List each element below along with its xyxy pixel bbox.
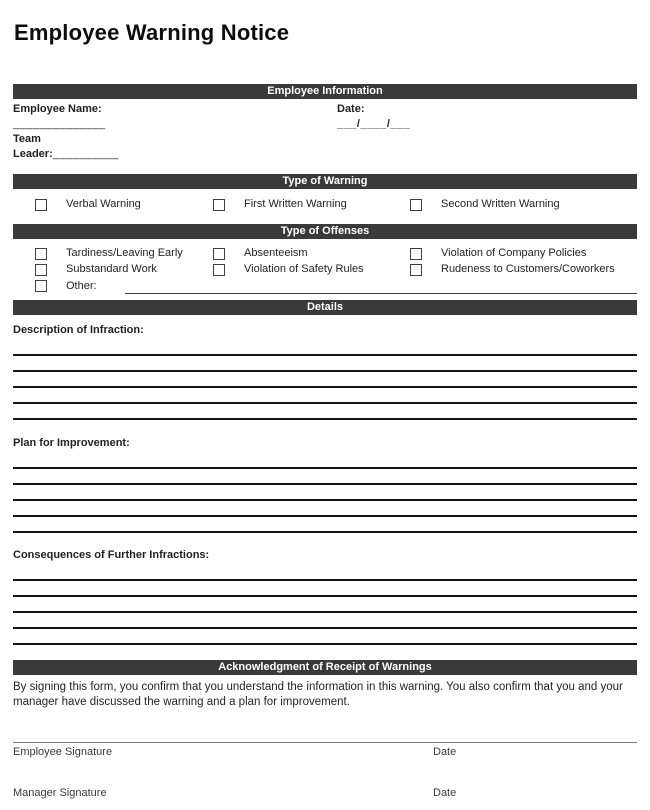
description-write-line[interactable] (13, 418, 637, 420)
checkbox-violation-company-policies[interactable] (410, 248, 422, 260)
warning-option-label: Second Written Warning (441, 198, 560, 210)
team-leader-row (13, 147, 337, 162)
plan-write-line[interactable] (13, 531, 637, 533)
page-title: Employee Warning Notice (14, 20, 290, 45)
checkbox-second-written-warning[interactable] (410, 199, 422, 211)
description-of-infraction-label: Description of Infraction: (13, 324, 144, 336)
plan-write-line[interactable] (13, 515, 637, 517)
plan-for-improvement-label: Plan for Improvement: (13, 437, 130, 449)
checkbox-tardiness-leaving-early[interactable] (35, 248, 47, 260)
date-label: Date: (337, 103, 365, 115)
employee-info-section (13, 99, 637, 162)
checkbox-absenteeism[interactable] (213, 248, 225, 260)
checkbox-substandard-work[interactable] (35, 264, 47, 276)
offense-options (13, 246, 637, 277)
offense-option-label: Substandard Work (66, 263, 157, 275)
section-header-employee-information: Employee Information (13, 84, 637, 99)
offense-option-label: Violation of Safety Rules (244, 263, 364, 275)
offense-option-label: Absenteeism (244, 247, 308, 259)
offense-option-tardiness (35, 246, 213, 261)
team-leader-label-line2: Leader: (13, 148, 53, 160)
description-write-line[interactable] (13, 354, 637, 356)
offense-option-safety-rules (213, 262, 410, 277)
warning-option-label: Verbal Warning (66, 198, 141, 210)
plan-write-line[interactable] (13, 483, 637, 485)
offense-option-absenteeism (213, 246, 410, 261)
consequences-write-line[interactable] (13, 595, 637, 597)
description-write-line[interactable] (13, 402, 637, 404)
employee-signature-row (13, 743, 637, 759)
warning-options (13, 197, 637, 212)
consequences-write-line[interactable] (13, 643, 637, 645)
acknowledgment-text: By signing this form, you confirm that you understand the information in this warning. You also confirm that you and your manager have discussed the warning and a plan for improvement. (13, 681, 623, 708)
section-header-type-of-warning: Type of Warning (13, 174, 637, 189)
team-leader-blank[interactable]: __________ (52, 148, 119, 160)
plan-write-line[interactable] (13, 467, 637, 469)
plan-write-line[interactable] (13, 499, 637, 501)
offense-option-rudeness (410, 262, 637, 277)
manager-signature-label: Manager Signature (13, 787, 107, 799)
section-header-type-of-offenses: Type of Offenses (13, 224, 637, 239)
other-fill-line[interactable] (125, 280, 637, 294)
offense-option-label: Rudeness to Customers/Coworkers (441, 263, 615, 275)
consequences-write-line[interactable] (13, 627, 637, 629)
offense-option-other (13, 279, 637, 294)
team-leader-label-line1: Team (13, 133, 41, 145)
checkbox-other[interactable] (35, 280, 47, 292)
section-header-acknowledgment: Acknowledgment of Receipt of Warnings (13, 660, 637, 675)
manager-signature-date-label: Date (433, 787, 457, 799)
checkbox-verbal-warning[interactable] (35, 199, 47, 211)
employee-name-blank[interactable]: ______________ (13, 118, 106, 130)
warning-option-second-written (410, 197, 637, 212)
offense-option-company-policies (410, 246, 637, 261)
description-write-line[interactable] (13, 370, 637, 372)
warning-option-label: First Written Warning (244, 198, 347, 210)
other-label: Other: (66, 280, 97, 292)
consequences-write-line[interactable] (13, 579, 637, 581)
description-write-line[interactable] (13, 386, 637, 388)
employee-signature-label: Employee Signature (13, 746, 113, 758)
section-header-details: Details (13, 300, 637, 315)
offense-option-label: Violation of Company Policies (441, 247, 587, 259)
manager-signature-row (13, 784, 637, 800)
employee-signature-date-label: Date (433, 746, 457, 758)
checkbox-violation-safety-rules[interactable] (213, 264, 225, 276)
warning-option-verbal (35, 197, 213, 212)
checkbox-rudeness-customers-coworkers[interactable] (410, 264, 422, 276)
consequences-label: Consequences of Further Infractions: (13, 549, 210, 561)
offense-option-label: Tardiness/Leaving Early (66, 247, 183, 259)
checkbox-first-written-warning[interactable] (213, 199, 225, 211)
warning-option-first-written (213, 197, 410, 212)
consequences-write-line[interactable] (13, 611, 637, 613)
employee-name-label: Employee Name: (13, 103, 102, 115)
date-blank[interactable]: ___/____/___ (337, 118, 411, 130)
offense-option-substandard-work (35, 262, 213, 277)
